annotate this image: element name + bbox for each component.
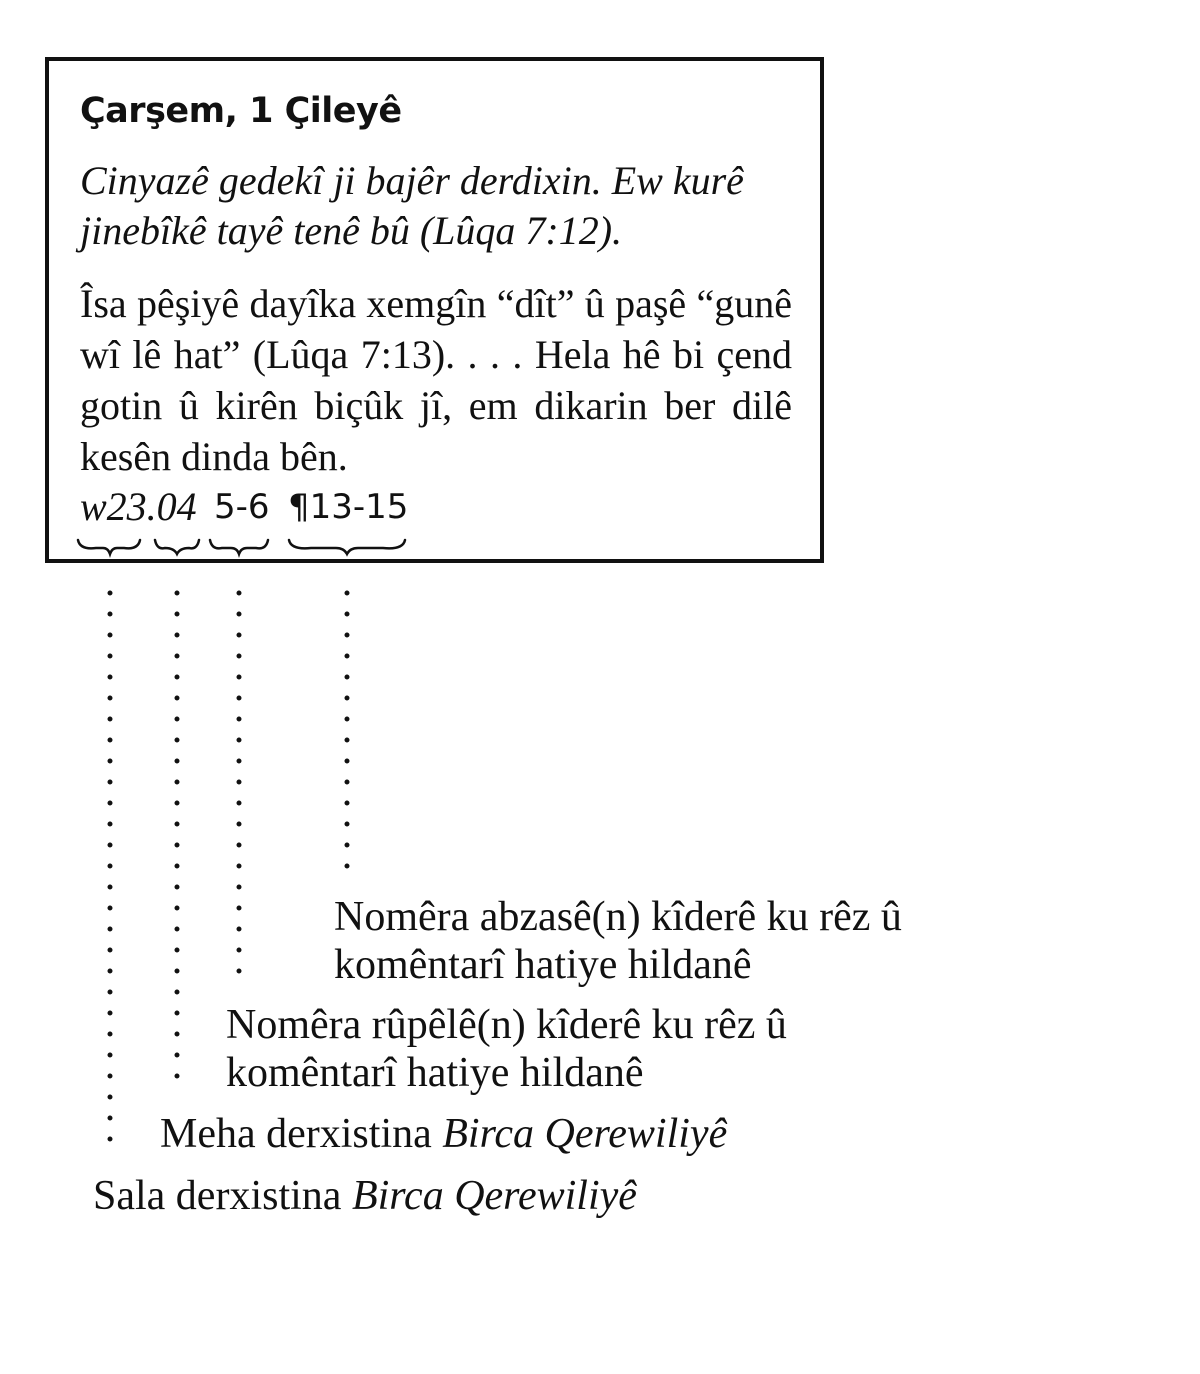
brace-paragraphs — [289, 540, 405, 554]
paragraph-numbers-label — [334, 893, 902, 989]
page-numbers-line1: Nomêra rûpêlê(n) kîderê ku rêz û — [226, 1002, 787, 1048]
brace-issue-month — [155, 540, 199, 554]
citation-issue: w23.04 — [80, 484, 197, 529]
brace-pages — [210, 540, 268, 554]
citation-pages: 5-6 — [214, 487, 270, 527]
issue-year-text: Sala derxistina — [93, 1173, 352, 1219]
citation-paragraphs: ¶13-15 — [288, 487, 409, 527]
issue-year-label — [93, 1172, 637, 1220]
issue-month-publication: Birca Qerewiliyê — [442, 1111, 728, 1157]
paragraph-numbers-line2: komêntarî hatiye hildanê — [334, 942, 752, 988]
issue-month-text: Meha derxistina — [160, 1111, 443, 1157]
date-heading: Çarşem, 1 Çileyê — [80, 91, 402, 131]
paragraph-numbers-line1: Nomêra abzasê(n) kîderê ku rêz û — [334, 894, 902, 940]
page-numbers-line2: komêntarî hatiye hildanê — [226, 1050, 644, 1096]
issue-month-label — [160, 1110, 727, 1158]
page-numbers-label — [226, 1001, 787, 1097]
issue-year-publication: Birca Qerewiliyê — [351, 1173, 637, 1219]
brace-issue-year — [78, 540, 140, 554]
commentary-text: Îsa pêşiyê dayîka xemgîn “dît” û paşê “gunê wî lê hat” (Lûqa 7:13). . . . Hela hê bi çend gotin û kirên biçûk jî, em dikarin ber dilê kesên dinda bên. — [80, 281, 792, 479]
scripture-verse: Cinyazê gedekî ji bajêr derdixin. Ew kurê jinebîkê tayê tenê bû (Lûqa 7:12). — [80, 158, 744, 253]
